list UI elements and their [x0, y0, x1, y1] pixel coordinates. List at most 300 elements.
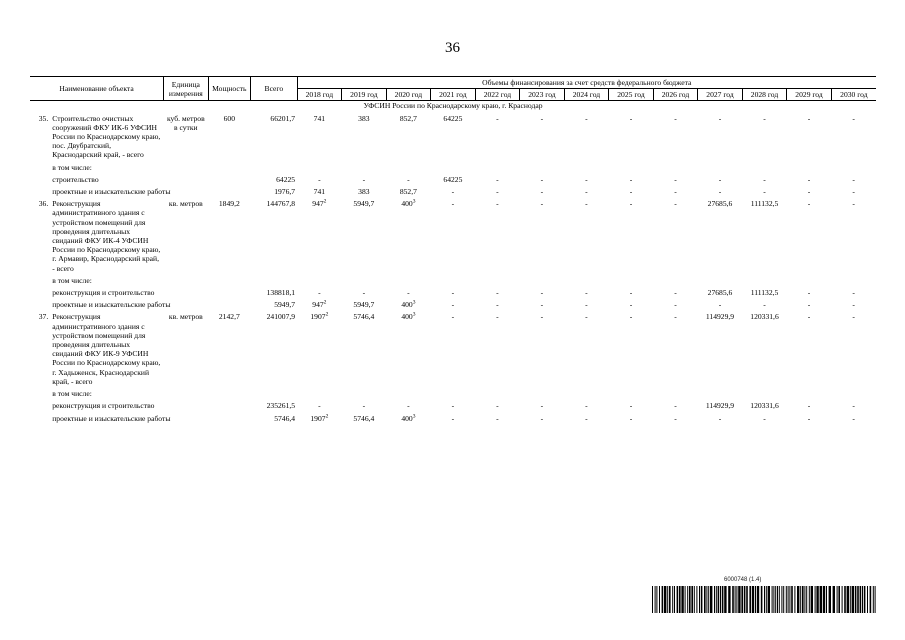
- year-value-cell: [386, 411, 431, 423]
- year-value: -: [585, 113, 588, 123]
- year-value: -: [674, 401, 677, 411]
- barcode-bar: [681, 586, 683, 613]
- year-value: 5746,4: [353, 312, 375, 322]
- year-value-cell: [653, 184, 698, 196]
- year-value-cell: [564, 184, 609, 196]
- barcode-bar: [736, 586, 737, 613]
- barcode-bar: [716, 586, 717, 613]
- year-value-cell: [520, 309, 565, 386]
- barcode-bar: [687, 586, 688, 613]
- barcode-bar: [789, 586, 790, 613]
- year-value-cell: [297, 111, 342, 160]
- year-value: -: [852, 401, 855, 411]
- year-value-cell: [831, 184, 876, 196]
- year-value-cell: [787, 184, 832, 196]
- year-value: -: [318, 401, 321, 411]
- year-value-cell: [609, 111, 654, 160]
- barcode-bar: [773, 586, 774, 613]
- year-value: -: [451, 401, 455, 411]
- spacer-cell: [30, 297, 50, 309]
- sub-row: [30, 184, 876, 196]
- year-value-cell: [564, 297, 609, 309]
- year-value: -: [451, 288, 455, 298]
- barcode-bar: [826, 586, 827, 613]
- sub-total: 64225: [276, 174, 296, 184]
- year-value-cell: [698, 297, 743, 309]
- barcode-bar: [749, 586, 751, 613]
- barcode-bar: [838, 586, 840, 613]
- sub-total: 1976,7: [274, 187, 296, 197]
- year-value: -: [540, 312, 544, 322]
- barcode-bar: [706, 586, 707, 613]
- year-value-cell: [520, 184, 565, 196]
- barcode-bar: [679, 586, 681, 613]
- year-value: -: [585, 288, 588, 298]
- header-row-1: [30, 77, 876, 89]
- sub-row: [30, 398, 876, 410]
- year-value: -: [674, 199, 677, 209]
- header-unit: Единица измерения: [164, 77, 209, 101]
- year-value: -: [629, 199, 633, 209]
- year-value-cell: [431, 297, 476, 309]
- object-total: 144767,8: [266, 199, 296, 209]
- year-value: -: [852, 187, 855, 197]
- barcode-bar: [672, 586, 673, 613]
- barcode-bar: [809, 586, 810, 613]
- year-value-cell: [609, 196, 654, 273]
- year-value: -: [362, 401, 366, 411]
- in-number-row: [30, 273, 876, 285]
- year-value-cell: [431, 285, 476, 297]
- year-value: -: [629, 401, 633, 411]
- spacer-cell: [30, 411, 50, 423]
- year-value-cell: [475, 285, 520, 297]
- year-value: -: [540, 288, 544, 298]
- barcode-bar: [837, 586, 838, 613]
- year-value-cell: [431, 411, 476, 423]
- year-value: 1907: [310, 413, 326, 423]
- barcode-bar: [689, 586, 691, 613]
- year-value-cell: [342, 309, 387, 386]
- object-name: Строительство очистных сооружений ФКУ ИК-6 УФСИН России по Краснодарскому краю, пос. Двубратский, Краснодарский край, - всего: [52, 113, 161, 160]
- barcode-bar: [735, 586, 736, 613]
- year-value-cell: [698, 309, 743, 386]
- header-year: 2024 год: [564, 89, 609, 101]
- year-value: 741: [313, 187, 326, 197]
- year-value: -: [451, 413, 455, 423]
- barcode-bar: [766, 586, 767, 613]
- barcode-bar: [728, 586, 730, 613]
- header-capacity: Мощность: [208, 77, 250, 101]
- year-value-cell: [431, 184, 476, 196]
- barcode-bar: [677, 586, 679, 613]
- year-value: -: [496, 199, 499, 209]
- group-row: [30, 101, 876, 111]
- barcode-bar: [772, 586, 773, 613]
- year-value: -: [496, 413, 499, 423]
- year-value-cell: [609, 172, 654, 184]
- spacer-cell: [30, 398, 50, 410]
- year-value: -: [585, 413, 588, 423]
- year-value: -: [629, 113, 633, 123]
- header-year: 2027 год: [698, 89, 743, 101]
- barcode-image: [652, 586, 877, 613]
- year-value-cell: [342, 285, 387, 297]
- header-year: 2029 год: [787, 89, 832, 101]
- barcode-bar: [860, 586, 862, 613]
- barcode-bar: [764, 586, 765, 613]
- year-value-cell: [653, 297, 698, 309]
- year-value: -: [585, 300, 588, 310]
- year-value-cell: [342, 111, 387, 160]
- year-value-cell: [564, 111, 609, 160]
- year-value-cell: [520, 111, 565, 160]
- object-capacity: 600: [223, 113, 236, 123]
- sub-row: [30, 285, 876, 297]
- object-unit: куб. метров в сутки: [166, 113, 205, 132]
- year-value-cell: [787, 172, 832, 184]
- year-value-cell: [475, 297, 520, 309]
- object-row: [30, 111, 876, 160]
- year-value-cell: [653, 309, 698, 386]
- year-value-cell: [698, 285, 743, 297]
- barcode-bar: [755, 586, 756, 613]
- barcode-bar: [724, 586, 726, 613]
- year-value: -: [496, 300, 499, 310]
- year-value-cell: [787, 309, 832, 386]
- year-value-cell: [653, 172, 698, 184]
- header-total: Всего: [251, 77, 298, 101]
- footnote-mark: 2: [323, 299, 327, 306]
- year-value: -: [629, 300, 633, 310]
- barcode-bar: [829, 586, 831, 613]
- object-total: 66201,7: [270, 113, 296, 123]
- in-number-label: в том числе:: [52, 275, 92, 285]
- object-unit: кв. метров: [168, 199, 203, 209]
- barcode-bar: [850, 586, 851, 613]
- year-value-cell: [698, 398, 743, 410]
- year-value: -: [852, 300, 855, 310]
- year-value-cell: [520, 297, 565, 309]
- year-value-cell: [831, 411, 876, 423]
- year-value: 64225: [443, 174, 463, 184]
- year-value: -: [763, 174, 766, 184]
- object-name: Реконструкция административного здания с устройством помещений для проведения длительных свиданий ФКУ ИК-4 УФСИН России по Краснодарскому краю, г. Армавир, Краснодарский край, - всего: [52, 199, 161, 273]
- year-value: -: [807, 187, 811, 197]
- year-value: -: [807, 288, 811, 298]
- year-value: 120331,6: [750, 312, 779, 322]
- barcode-bar: [685, 586, 686, 613]
- barcode-bar: [788, 586, 789, 613]
- sub-total: 235261,5: [266, 401, 296, 411]
- barcode-bar: [652, 586, 653, 613]
- year-value-cell: [653, 196, 698, 273]
- spacer-cell: [30, 285, 50, 297]
- year-value: -: [674, 288, 677, 298]
- year-value-cell: [742, 398, 787, 410]
- year-value: -: [362, 288, 366, 298]
- footnote-mark: 2: [323, 198, 327, 205]
- header-funding: Объемы финансирования за счет средств федерального бюджета: [297, 77, 876, 89]
- year-value: -: [674, 187, 677, 197]
- year-value-cell: [386, 309, 431, 386]
- year-value: 27685,6: [707, 288, 733, 298]
- footnote-mark: 3: [412, 412, 416, 419]
- year-value: -: [807, 312, 811, 322]
- year-value: 400: [401, 300, 413, 310]
- year-value: 400: [401, 413, 413, 423]
- barcode-bar: [855, 586, 857, 613]
- year-value: -: [852, 113, 855, 123]
- barcode-bar: [875, 586, 876, 613]
- table-header: [30, 77, 876, 101]
- in-number-label: в том числе:: [52, 389, 92, 399]
- year-value: -: [629, 174, 633, 184]
- barcode-bar: [656, 586, 657, 613]
- year-value: -: [451, 312, 455, 322]
- barcode-bar: [794, 586, 795, 613]
- footnote-mark: 3: [412, 198, 416, 205]
- year-value-cell: [386, 398, 431, 410]
- sub-label: реконструкция и строительство: [52, 288, 155, 298]
- object-capacity: 1849,2: [218, 199, 240, 209]
- barcode-bar: [694, 586, 695, 613]
- year-value-cell: [297, 411, 342, 423]
- sub-row: [30, 297, 876, 309]
- spacer-cell: [30, 172, 50, 184]
- year-value-cell: [431, 309, 476, 386]
- barcode-bar: [720, 586, 721, 613]
- in-number-label: в том числе:: [52, 162, 92, 172]
- year-value: 400: [401, 312, 413, 322]
- year-value: -: [585, 199, 588, 209]
- barcode-bar: [852, 586, 854, 613]
- object-total: 241007,9: [266, 312, 296, 322]
- spacer-cell: [30, 184, 50, 196]
- barcode-bar: [741, 586, 743, 613]
- year-value: -: [852, 413, 855, 423]
- year-value: 947: [312, 300, 324, 310]
- year-value-cell: [609, 411, 654, 423]
- barcode-bar: [752, 586, 754, 613]
- footnote-mark: 2: [325, 311, 329, 318]
- object-number: 37.: [38, 312, 49, 322]
- header-year: 2018 год: [297, 89, 342, 101]
- barcode-bar: [815, 586, 816, 613]
- year-value-cell: [609, 309, 654, 386]
- barcode-bar: [857, 586, 859, 613]
- year-value: -: [718, 174, 722, 184]
- barcode-bar: [867, 586, 868, 613]
- year-value: -: [807, 413, 811, 423]
- year-value-cell: [297, 172, 342, 184]
- barcode-bar: [844, 586, 846, 613]
- year-value-cell: [342, 184, 387, 196]
- year-value-cell: [698, 184, 743, 196]
- year-value-cell: [609, 184, 654, 196]
- year-value-cell: [742, 172, 787, 184]
- barcode-bar: [669, 586, 671, 613]
- year-value: -: [763, 413, 766, 423]
- year-value-cell: [742, 297, 787, 309]
- year-value-cell: [520, 172, 565, 184]
- year-value-cell: [386, 285, 431, 297]
- year-value: -: [585, 174, 588, 184]
- header-year: 2020 год: [386, 89, 431, 101]
- year-value-cell: [698, 411, 743, 423]
- year-value: -: [763, 300, 766, 310]
- sub-label: реконструкция и строительство: [52, 401, 155, 411]
- barcode-bar: [775, 586, 776, 613]
- year-value: -: [496, 312, 499, 322]
- header-year: 2026 год: [653, 89, 698, 101]
- barcode-bar: [746, 586, 748, 613]
- footnote-mark: 3: [412, 311, 416, 318]
- year-value-cell: [609, 285, 654, 297]
- sub-row: [30, 172, 876, 184]
- year-value: -: [674, 174, 677, 184]
- object-unit: кв. метров: [168, 312, 203, 322]
- year-value: -: [629, 312, 633, 322]
- year-value: -: [674, 312, 677, 322]
- year-value-cell: [520, 398, 565, 410]
- year-value: -: [540, 300, 544, 310]
- footnote-mark: 3: [412, 299, 416, 306]
- year-value: -: [540, 413, 544, 423]
- year-value-cell: [831, 285, 876, 297]
- year-value-cell: [520, 411, 565, 423]
- year-value: -: [674, 413, 677, 423]
- year-value-cell: [787, 196, 832, 273]
- year-value-cell: [520, 196, 565, 273]
- year-value-cell: [831, 398, 876, 410]
- year-value-cell: [297, 196, 342, 273]
- year-value-cell: [431, 398, 476, 410]
- header-year: 2025 год: [609, 89, 654, 101]
- year-value: -: [629, 288, 633, 298]
- year-value: -: [496, 113, 499, 123]
- barcode-bar: [664, 586, 666, 613]
- year-value-cell: [297, 309, 342, 386]
- sub-label: проектные и изыскательские работы: [52, 187, 171, 197]
- year-value: -: [718, 187, 722, 197]
- barcode-bar: [791, 586, 793, 613]
- header-year: 2028 год: [742, 89, 787, 101]
- barcode-bar: [823, 586, 825, 613]
- year-value: -: [451, 187, 455, 197]
- barcode-bar: [862, 586, 863, 613]
- barcode-bar: [802, 586, 804, 613]
- year-value: -: [496, 401, 499, 411]
- barcode-bar: [811, 586, 813, 613]
- year-value-cell: [698, 196, 743, 273]
- barcode-bar: [655, 586, 656, 613]
- sub-row: [30, 411, 876, 423]
- barcode-bar: [800, 586, 801, 613]
- year-value-cell: [297, 184, 342, 196]
- year-value-cell: [520, 285, 565, 297]
- year-value-cell: [609, 297, 654, 309]
- year-value: -: [496, 187, 499, 197]
- year-value-cell: [564, 172, 609, 184]
- barcode-bar: [732, 586, 734, 613]
- page-number: 36: [445, 40, 460, 56]
- year-value: 114929,9: [705, 401, 735, 411]
- year-value-cell: [653, 285, 698, 297]
- year-value-cell: [342, 411, 387, 423]
- year-value: -: [407, 174, 410, 184]
- header-year: 2022 год: [475, 89, 520, 101]
- year-value: -: [718, 300, 722, 310]
- year-value-cell: [742, 111, 787, 160]
- year-value-cell: [742, 285, 787, 297]
- year-value: 111132,5: [750, 288, 779, 298]
- barcode-bar: [761, 586, 763, 613]
- year-value: -: [451, 300, 455, 310]
- group-title: УФСИН России по Краснодарскому краю, г. Краснодар: [363, 101, 543, 111]
- year-value: -: [807, 300, 811, 310]
- barcode-bar: [779, 586, 780, 613]
- barcode-bar: [842, 586, 843, 613]
- sub-total: 138818,1: [266, 288, 296, 298]
- table-body: [30, 101, 876, 423]
- barcode-bar: [691, 586, 693, 613]
- object-name: Реконструкция административного здания с устройством помещений для проведения длительных свиданий ФКУ ИК-9 УФСИН России по Краснодарскому краю, г. Хадыженск, Краснодарский край, - всего: [52, 312, 161, 386]
- barcode-bar: [659, 586, 660, 613]
- year-value: -: [852, 199, 855, 209]
- sub-label: проектные и изыскательские работы: [52, 300, 171, 310]
- year-value: 111132,5: [750, 199, 779, 209]
- barcode-bar: [662, 586, 664, 613]
- year-value: -: [496, 288, 499, 298]
- header-name: Наименование объекта: [30, 77, 164, 101]
- barcode-bar: [806, 586, 807, 613]
- year-value: -: [629, 413, 633, 423]
- year-value: -: [540, 401, 544, 411]
- year-value-cell: [431, 172, 476, 184]
- barcode-bar: [781, 586, 782, 613]
- year-value-cell: [742, 196, 787, 273]
- year-value-cell: [831, 297, 876, 309]
- year-value-cell: [342, 196, 387, 273]
- year-value: -: [852, 288, 855, 298]
- year-value: -: [318, 288, 321, 298]
- object-capacity: 2142,7: [218, 312, 240, 322]
- in-number-row: [30, 160, 876, 172]
- year-value-cell: [742, 309, 787, 386]
- year-value: -: [540, 187, 544, 197]
- year-value: -: [718, 413, 722, 423]
- year-value-cell: [475, 411, 520, 423]
- barcode-bar: [847, 586, 849, 613]
- year-value-cell: [609, 398, 654, 410]
- year-value: -: [674, 300, 677, 310]
- year-value: 27685,6: [707, 199, 733, 209]
- year-value: -: [763, 187, 766, 197]
- year-value: -: [718, 113, 722, 123]
- barcode-bar: [820, 586, 822, 613]
- barcode-bar: [786, 586, 787, 613]
- header-year: 2021 год: [431, 89, 476, 101]
- year-value-cell: [475, 172, 520, 184]
- sub-total: 5949,7: [274, 300, 296, 310]
- year-value: 114929,9: [705, 312, 735, 322]
- year-value-cell: [386, 111, 431, 160]
- year-value: -: [629, 187, 633, 197]
- year-value-cell: [831, 172, 876, 184]
- barcode-bar: [797, 586, 799, 613]
- spacer-cell: [30, 273, 50, 285]
